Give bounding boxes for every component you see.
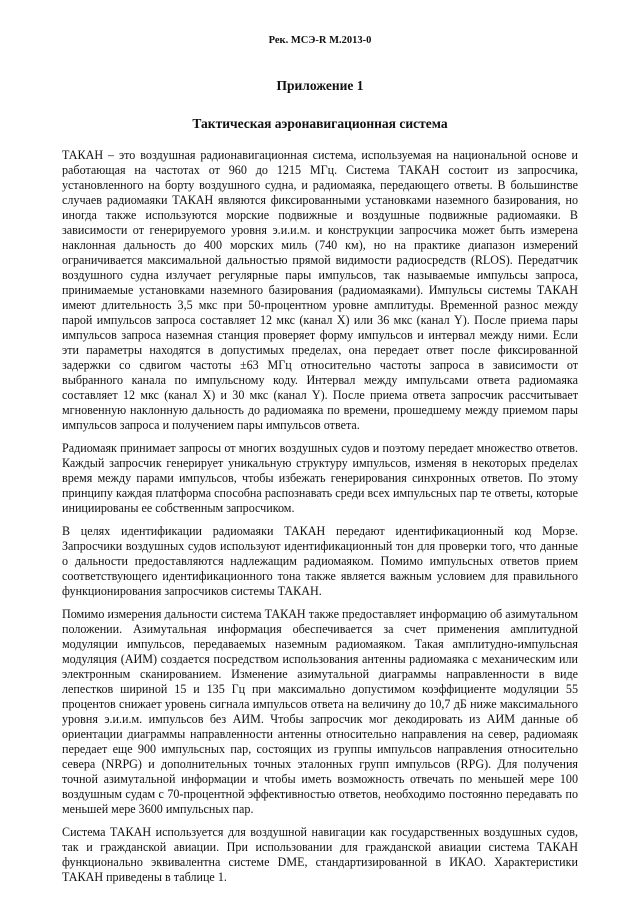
paragraph-morse-identification: В целях идентификации радиомаяки ТАКАН передают идентификационный код Морзе. Запросчики воздушных судов используют идентификационный тон для проверки того, что данные о дальности предоставляются надлежащим радиомаяком. Помимо импульсных ответов прием соответствующего идентификационного тона также является важным условием для правильного функционирования запросчиков системы ТАКАН. (62, 524, 578, 598)
paragraph-azimuth-information: Помимо измерения дальности система ТАКАН также предоставляет информацию об азимутальном положении. Азимутальная информация обеспечивается за счет применения амплитудной модуляции импульсов, передаваемых наземным радиомаяком. Такая амплитудно-импульсная модуляция (АИМ) создается посредством использования антенны радиомаяка с механическим или электронным сканированием. Изменение азимутальной диаграммы направленности в виде лепестков шириной 15 и 135 Гц при максимально допустимом коэффициенте модуляции 55 процентов снижает уровень сигнала импульсов ответа на величину до 10,7 дБ ниже максимального уровня э.и.и.м. импульсов без АИМ. Чтобы запросчик мог декодировать из АИМ данные об ориентации диаграммы направленности антенны относительно направления на север, радиомаяк передает еще 900 импульсных пар, состоящих из группы импульсов направления относительно севера (NRPG) и дополнительных точных эталонных групп импульсов (RPG). Для получения точной азимутальной информации и чтобы иметь возможность отвечать по меньшей мере 100 воздушным судам с 70-процентной эффективностью ответов, необходимо постоянно передавать по меньшей мере 3600 импульсных пар. (62, 607, 578, 816)
annex-title: Приложение 1 (276, 78, 364, 93)
running-header: Рек. МСЭ-R M.2013-0 (268, 35, 372, 46)
paragraph-beacon-replies: Радиомаяк принимает запросы от многих воздушных судов и поэтому передает множество ответов. Каждый запросчик генерирует уникальную структуру импульсов, изменяя в некоторых пределах время между парами импульсов, чтобы избежать генерирования синхронных ответов. По этому принципу каждая платформа способна распознавать среди всех импульсных пар те ответы, которые инициированы ее собственным запросчиком. (62, 441, 578, 515)
paragraph-tacan-overview: ТАКАН – это воздушная радионавигационная система, используемая на национальной основе и работающая на частотах от 960 до 1215 МГц. Система ТАКАН состоит из запросчика, установленного на борту воздушного судна, и радиомаяка, передающего ответы. В большинстве случаев радиомаяки ТАКАН являются фиксированными установками наземного базирования, но иногда также используются морские подвижные и воздушные подвижные радиомаяки. В зависимости от генерируемого уровня э.и.и.м. и конструкции запросчика может быть измерена наклонная дальность до 400 морских миль (740 км), но на практике диапазон измерений ограничивается максимальной дальностью прямой видимости радиосредств (RLOS). Передатчик воздушного судна излучает регулярные пары импульсов, так называемые импульсы запроса, принимаемые установками наземного базирования (радиомаяками). Импульсы системы ТАКАН имеют длительность 3,5 мкс при 50-процентном уровне амплитуды. Временной разнос между парой импульсов запроса составляет 12 мкс (канал X) или 36 мкс (канал Y). После приема пары импульсов запроса наземная станция проверяет форму импульсов и интервал между ними. Если эти параметры находятся в допустимых пределах, она передает ответ после фиксированной задержки со сдвигом частоты ±63 МГц относительно частоты запроса в зависимости от выбранного канала по импульсному коду. Интервал между импульсами ответа радиомаяка составляет 12 мкс (канал X) и 30 мкс (канал Y). После приема ответа запросчик рассчитывает мгновенную наклонную дальность до радиомаяка по времени, прошедшему между приемом пары импульсов запроса и получением пары импульсов ответа. (62, 148, 578, 432)
paragraph-civil-usage: Система ТАКАН используется для воздушной навигации как государственных воздушных судов, так и гражданской авиации. При использовании для гражданской авиации система ТАКАН функционально эквивалентна системе DME, стандартизированной в ИКАО. Характеристики ТАКАН приведены в таблице 1. (62, 825, 578, 884)
document-title: Тактическая аэронавигационная система (192, 116, 448, 131)
